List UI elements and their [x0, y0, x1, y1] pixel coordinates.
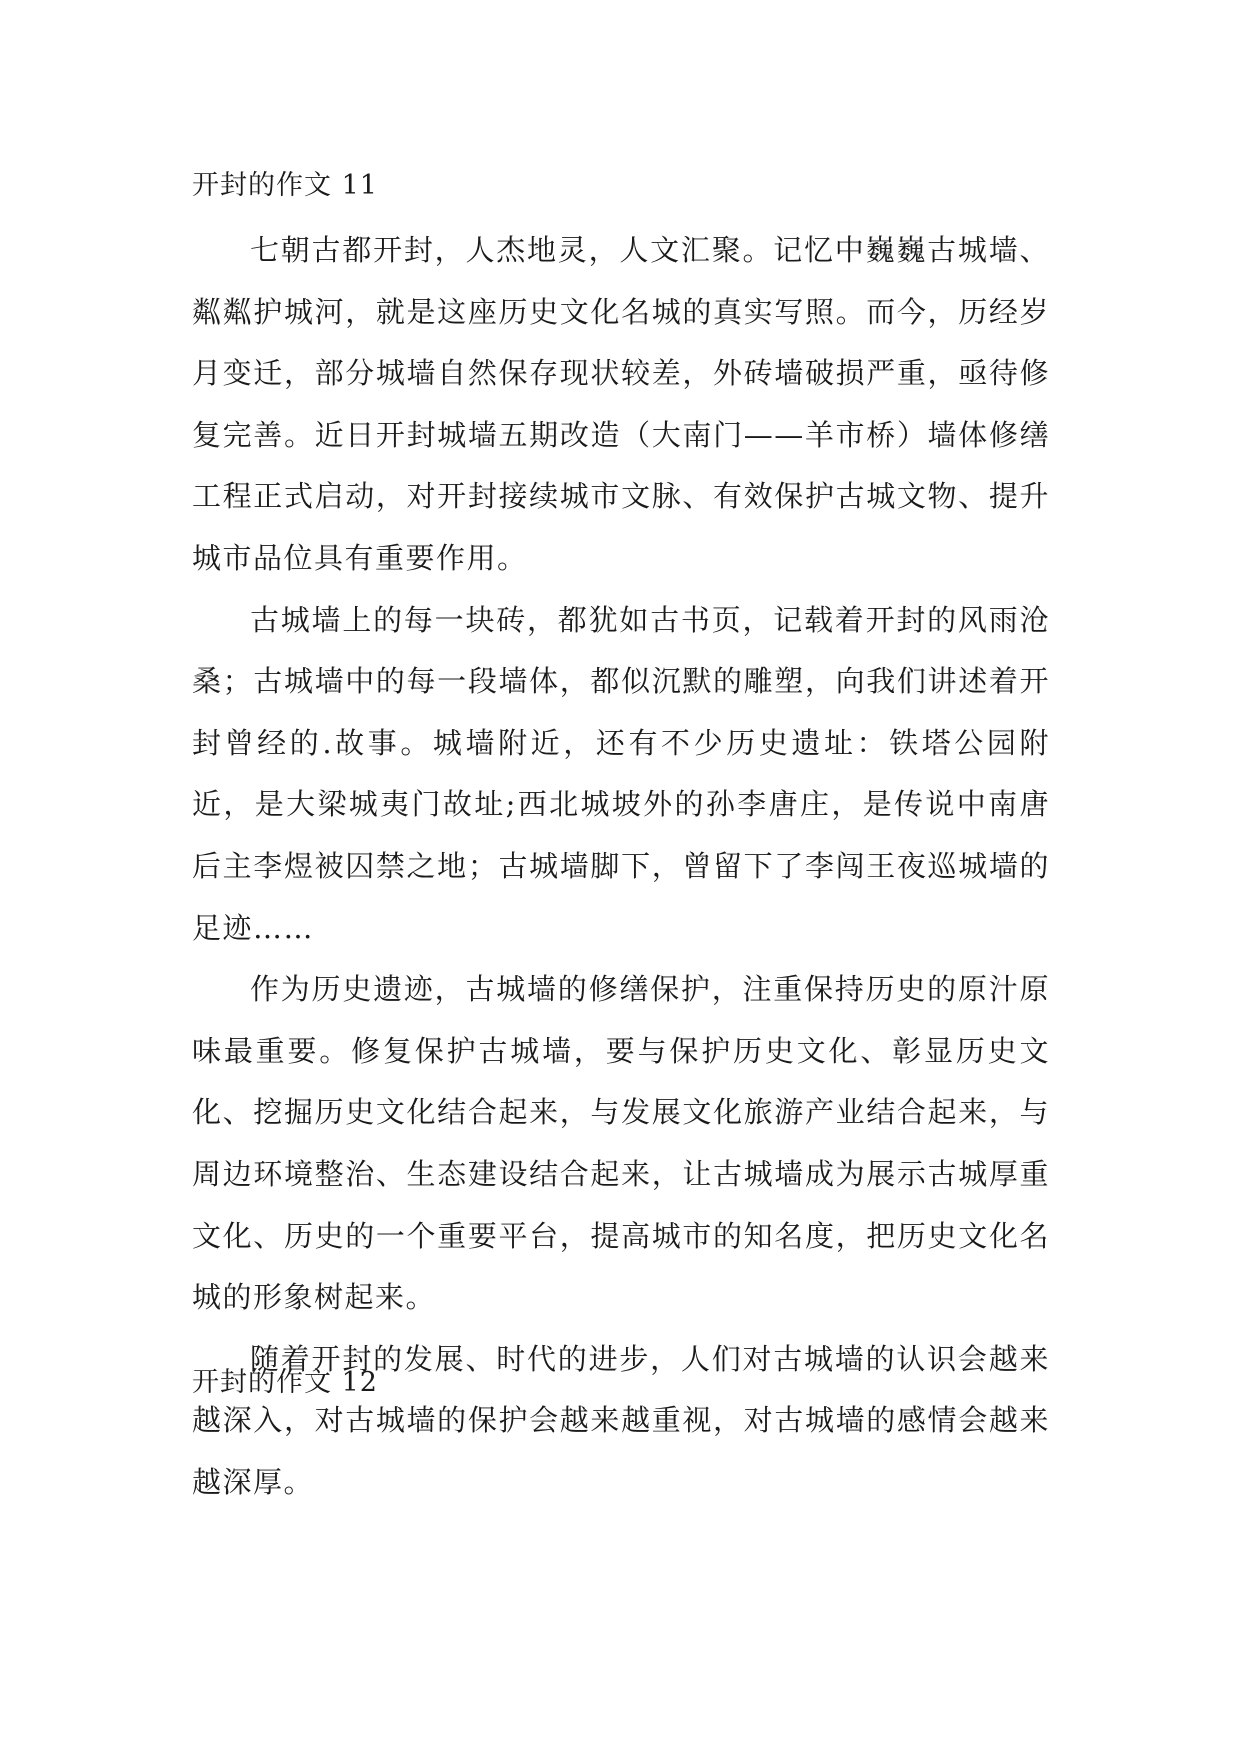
- paragraph: 作为历史遗迹，古城墙的修缮保护，注重保持历史的原汁原味最重要。修复保护古城墙，要与保护历史文化、彰显历史文化、挖掘历史文化结合起来，与发展文化旅游产业结合起来，与周边环境整治、生态建设结合起来，让古城墙成为展示古城厚重文化、历史的一个重要平台，提高城市的知名度，把历史文化名城的形象树起来。: [192, 972, 1050, 1315]
- paragraph: 随着开封的发展、时代的进步，人们对古城墙的认识会越来越深入，对古城墙的保护会越来越重视，对古城墙的感情会越来越深厚。: [192, 1341, 1050, 1499]
- paragraph: 七朝古都开封，人杰地灵，人文汇聚。记忆中巍巍古城墙、粼粼护城河，就是这座历史文化名城的真实写照。而今，历经岁月变迁，部分城墙自然保存现状较差，外砖墙破损严重，亟待修复完善。近日开封城墙五期改造（大南门——羊市桥）墙体修缮工程正式启动，对开封接续城市文脉、有效保护古城文物、提升城市品位具有重要作用。: [192, 233, 1050, 575]
- section-title: 开封的作文 12: [192, 1367, 378, 1398]
- essay-body: [192, 220, 1050, 1513]
- paragraph: 古城墙上的每一块砖，都犹如古书页，记载着开封的风雨沧桑；古城墙中的每一段墙体，都似沉默的雕塑，向我们讲述着开封曾经的.故事。城墙附近，还有不少历史遗址：铁塔公园附近，是大梁城夷门故址;西北城坡外的孙李唐庄，是传说中南唐后主李煜被囚禁之地；古城墙脚下，曾留下了李闯王夜巡城墙的足迹……: [192, 602, 1050, 945]
- section-title: 开封的作文 11: [192, 170, 378, 201]
